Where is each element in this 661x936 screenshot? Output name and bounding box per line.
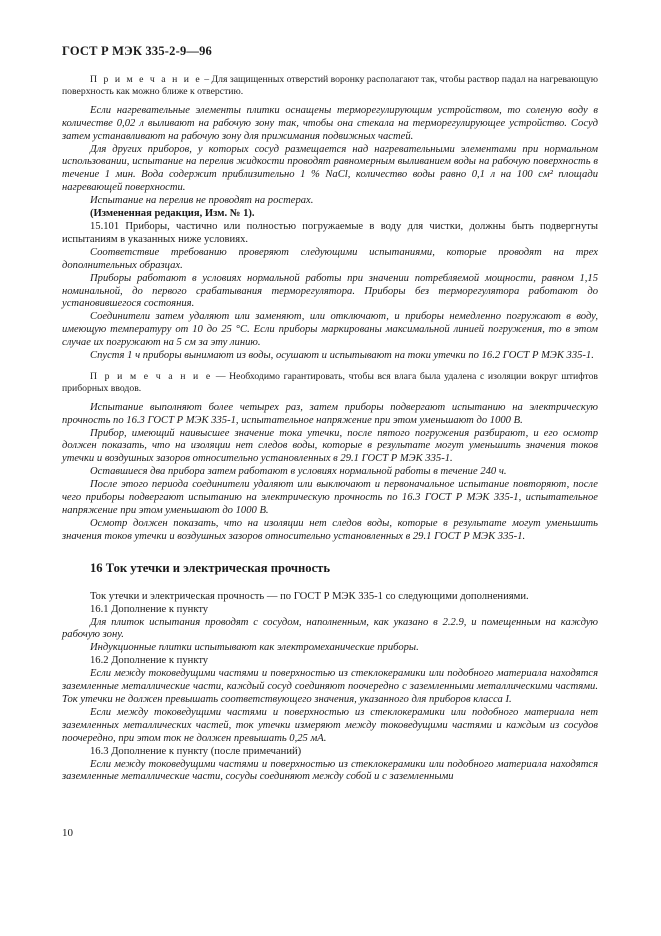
paragraph: Для других приборов, у которых сосуд размещается над нагревательными элементами при нормальном использовании, испытание на перелив жидкости проводят равномерным выливанием воды на рабочую поверхность в течение 1 мин. Вода содержит приблизительно 1 % NaCl, количество воды равно 0,1 л на 100 см² площади нагревающей поверхности. <box>62 143 598 194</box>
paragraph: После этого периода соединители удаляют или выключают и первоначальное испытание повторяют, после чего приборы подвергают испытанию на электрическую прочность по 16.3 ГОСТ Р МЭК 335-1, испытательное напряжение при этом уменьшают до 1000 В. <box>62 479 598 516</box>
note-label: П р и м е ч а н и е <box>90 370 213 382</box>
amendment-note: (Измененная редакция, Изм. № 1). <box>90 208 255 220</box>
clause-16-3: 16.3 Дополнение к пункту (после примечаний) <box>90 745 302 757</box>
clause-16-2: 16.2 Дополнение к пункту <box>90 655 209 667</box>
paragraph: Если нагревательные элементы плитки оснащены терморегулирующим устройством, то соленую воду в количестве 0,02 л выливают на рабочую зону так, чтобы она стекала на терморегулирующее устройство. Сосуд затем устанавливают на рабочую зону для прижимания подвижных частей. <box>62 104 598 142</box>
page-number: 10 <box>62 827 73 839</box>
note-text: — Необходимо гарантировать, чтобы вся влага была удалена с изоляции вокруг штифтов приборных вводов. <box>62 370 598 395</box>
paragraph: Испытание на перелив не проводят на ростерах. <box>90 195 314 207</box>
paragraph: Если между токоведущими частями и поверхностью из стеклокерамики или подобного материала нет заземленных металлических частей, ток утечки измеряют между токоведущими частями и каждым из сосудов поочередно, при этом ток не должен превышать 0,25 мА. <box>62 706 598 744</box>
note-label: П р и м е ч а н и е <box>90 74 202 85</box>
paragraph: Если между токоведущими частями и поверхностью из стеклокерамики или подобного материала находятся заземленные металлические части, каждый сосуд соединяют поочередно с заземленными металлическими частями. Ток утечки не должен превышать соответствующего значения, указанного для приборов класса I. <box>62 668 598 705</box>
clause-16-1: 16.1 Дополнение к пункту <box>90 603 209 615</box>
section-heading: 16 Ток утечки и электрическая прочность <box>90 560 331 575</box>
paragraph: Индукционные плитки испытывают как электромеханические приборы. <box>90 642 419 654</box>
note <box>62 74 598 99</box>
note <box>62 371 598 396</box>
paragraph: Соединители затем удаляют или заменяют, или отключают, и приборы немедленно погружают в воду, имеющую температуру от 10 до 25 °С. Если приборы маркированы максимальной линией погружения, то в этом случае их погружают на 5 см за эту линию. <box>62 311 598 349</box>
paragraph: Соответствие требованию проверяют следующими испытаниями, которые проводят на трех дополнительных образцах. <box>62 246 598 271</box>
page-content <box>62 74 598 784</box>
paragraph: Для плиток испытания проводят с сосудом, наполненным, как указано в 2.2.9, и помещенным на каждую рабочую зону. <box>62 616 598 641</box>
paragraph: Ток утечки и электрическая прочность — по ГОСТ Р МЭК 335-1 со следующими дополнениями. <box>90 590 529 602</box>
note-text: – Для защищенных отверстий воронку располагают так, чтобы раствор падал на нагревающую поверхность как можно ближе к отверстию. <box>62 74 598 98</box>
paragraph: Прибор, имеющий наивысшее значение тока утечки, после пятого погружения разбирают, и его осмотр должен показать, что на изоляции нет следов воды, которые в результате могут уменьшить значения токов утечки и воздушных зазоров относительно установленных в 29.1 ГОСТ Р МЭК 335-1. <box>62 427 598 465</box>
page-header: ГОСТ Р МЭК 335-2-9—96 <box>62 44 213 58</box>
paragraph: Осмотр должен показать, что на изоляции нет следов воды, которые в результате могут уменьшить значения токов утечки и воздушных зазоров относительно установленных в 29.1 ГОСТ Р МЭК 335-1. <box>62 517 598 542</box>
paragraph: Спустя 1 ч приборы вынимают из воды, осушают и испытывают на токи утечки по 16.2 ГОСТ Р МЭК 335-1. <box>90 350 594 362</box>
paragraph: Приборы работают в условиях нормальной работы при значении потребляемой мощности, равном 1,15 номинальной, до первого срабатывания терморегулятора. Приборы без терморегулятора работают до установившегося состояния. <box>62 272 598 310</box>
paragraph: Испытание выполняют более четырех раз, затем приборы подвергают испытанию на электрическую прочность по 16.3 ГОСТ Р МЭК 335-1, испытательное напряжение при этом уменьшают до 1000 В. <box>62 401 598 426</box>
paragraph: Если между токоведущими частями и поверхностью из стеклокерамики или подобного материала находятся заземленные металлические части, сосуды соединяют между собой и с заземленными <box>62 758 598 783</box>
clause-15-101: 15.101 Приборы, частично или полностью погружаемые в воду для чистки, должны быть подвергнуты испытаниям в указанных ниже условиях. <box>62 220 598 245</box>
paragraph: Оставшиеся два прибора затем работают в условиях нормальной работы в течение 240 ч. <box>90 466 507 478</box>
